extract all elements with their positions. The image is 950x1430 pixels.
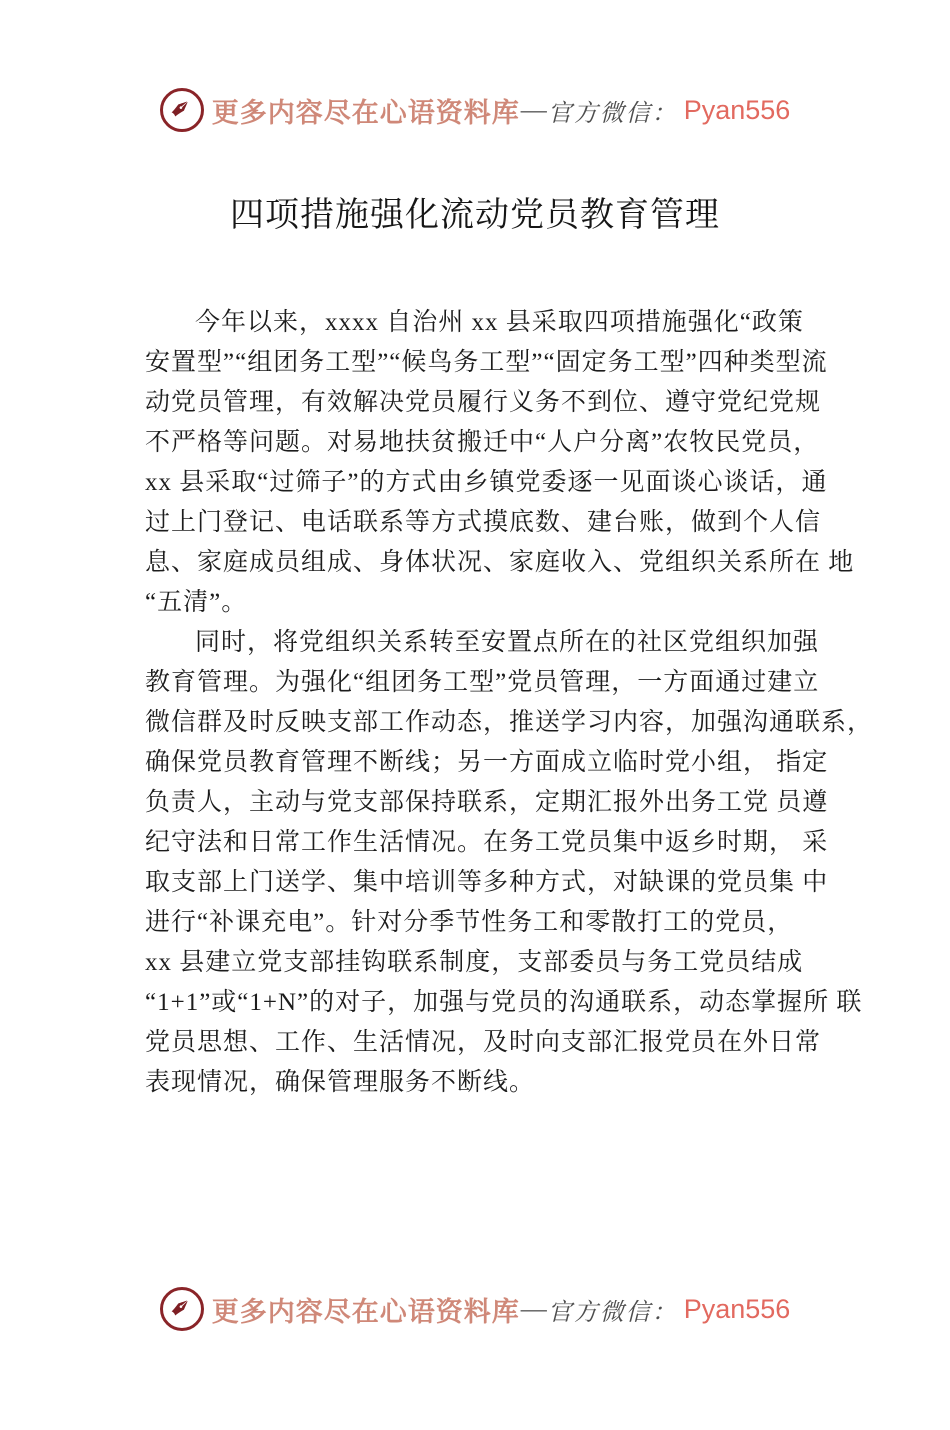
- text-line: 纪守法和日常工作生活情况。在务工党员集中返乡时期， 采: [145, 829, 829, 856]
- page-title: 四项措施强化流动党员教育管理: [230, 197, 720, 234]
- text-line: “五清”。: [145, 589, 248, 616]
- brand-dash: —: [520, 1294, 547, 1323]
- text-line: 息、家庭成员组成、身体状况、家庭收入、党组织关系所在 地: [145, 549, 855, 576]
- pen-nib-logo-icon: [160, 1287, 204, 1331]
- document-body: [0, 303, 950, 1103]
- brand-slogan: 更多内容尽在心语资料库: [211, 97, 520, 128]
- text-line: 同时，将党组织关系转至安置点所在的社区党组织加强: [195, 629, 820, 656]
- text-line: 教育管理。为强化“组团务工型”党员管理，一方面通过建立: [145, 669, 820, 696]
- text-line: 安置型”“组团务工型”“候鸟务工型”“固定务工型”四种类型流: [145, 349, 828, 376]
- brand-dash: —: [520, 95, 547, 124]
- text-line: 党员思想、工作、生活情况，及时向支部汇报党员在外日常: [145, 1029, 822, 1056]
- wechat-id: Pyan556: [683, 1293, 791, 1324]
- text-line: 进行“补课充电”。针对分季节性务工和零散打工的党员，: [145, 909, 794, 936]
- wechat-label: 官方微信：: [547, 1297, 678, 1326]
- text-line: 过上门登记、电话联系等方式摸底数、建台账，做到个人信: [145, 509, 822, 536]
- text-line: “1+1”或“1+N”的对子，加强与党员的沟通联系，动态掌握所 联: [145, 989, 863, 1016]
- wechat-id: Pyan556: [683, 94, 791, 125]
- text-line: 不严格等问题。对易地扶贫搬迁中“人户分离”农牧民党员，: [145, 429, 820, 456]
- text-line: xx 县建立党支部挂钩联系制度，支部委员与务工党员结成: [145, 949, 804, 976]
- wechat-label: 官方微信：: [547, 98, 678, 127]
- paragraph: [145, 623, 874, 1103]
- text-line: 微信群及时反映支部工作动态，推送学习内容，加强沟通联系，: [145, 709, 874, 736]
- text-line: 动党员管理，有效解决党员履行义务不到位、遵守党纪党规: [145, 389, 822, 416]
- text-line: 负责人，主动与党支部保持联系，定期汇报外出务工党 员遵: [145, 789, 829, 816]
- text-line: 今年以来，xxxx 自治州 xx 县采取四项措施强化“政策: [195, 309, 804, 336]
- pen-nib-logo-icon: [160, 88, 204, 132]
- document-page: [0, 86, 950, 1430]
- brand-slogan: 更多内容尽在心语资料库: [211, 1296, 520, 1327]
- text-line: 确保党员教育管理不断线；另一方面成立临时党小组， 指定: [145, 749, 829, 776]
- text-line: xx 县采取“过筛子”的方式由乡镇党委逐一见面谈心谈话，通: [145, 469, 828, 496]
- pen-nib-glyph: ✒: [162, 89, 200, 127]
- text-line: 表现情况，确保管理服务不断线。: [145, 1069, 536, 1096]
- footer-branding: [0, 1285, 950, 1333]
- pen-nib-glyph: ✒: [162, 1288, 200, 1326]
- header-branding: [0, 86, 950, 134]
- paragraph: [145, 303, 855, 623]
- text-line: 取支部上门送学、集中培训等多种方式，对缺课的党员集 中: [145, 869, 829, 896]
